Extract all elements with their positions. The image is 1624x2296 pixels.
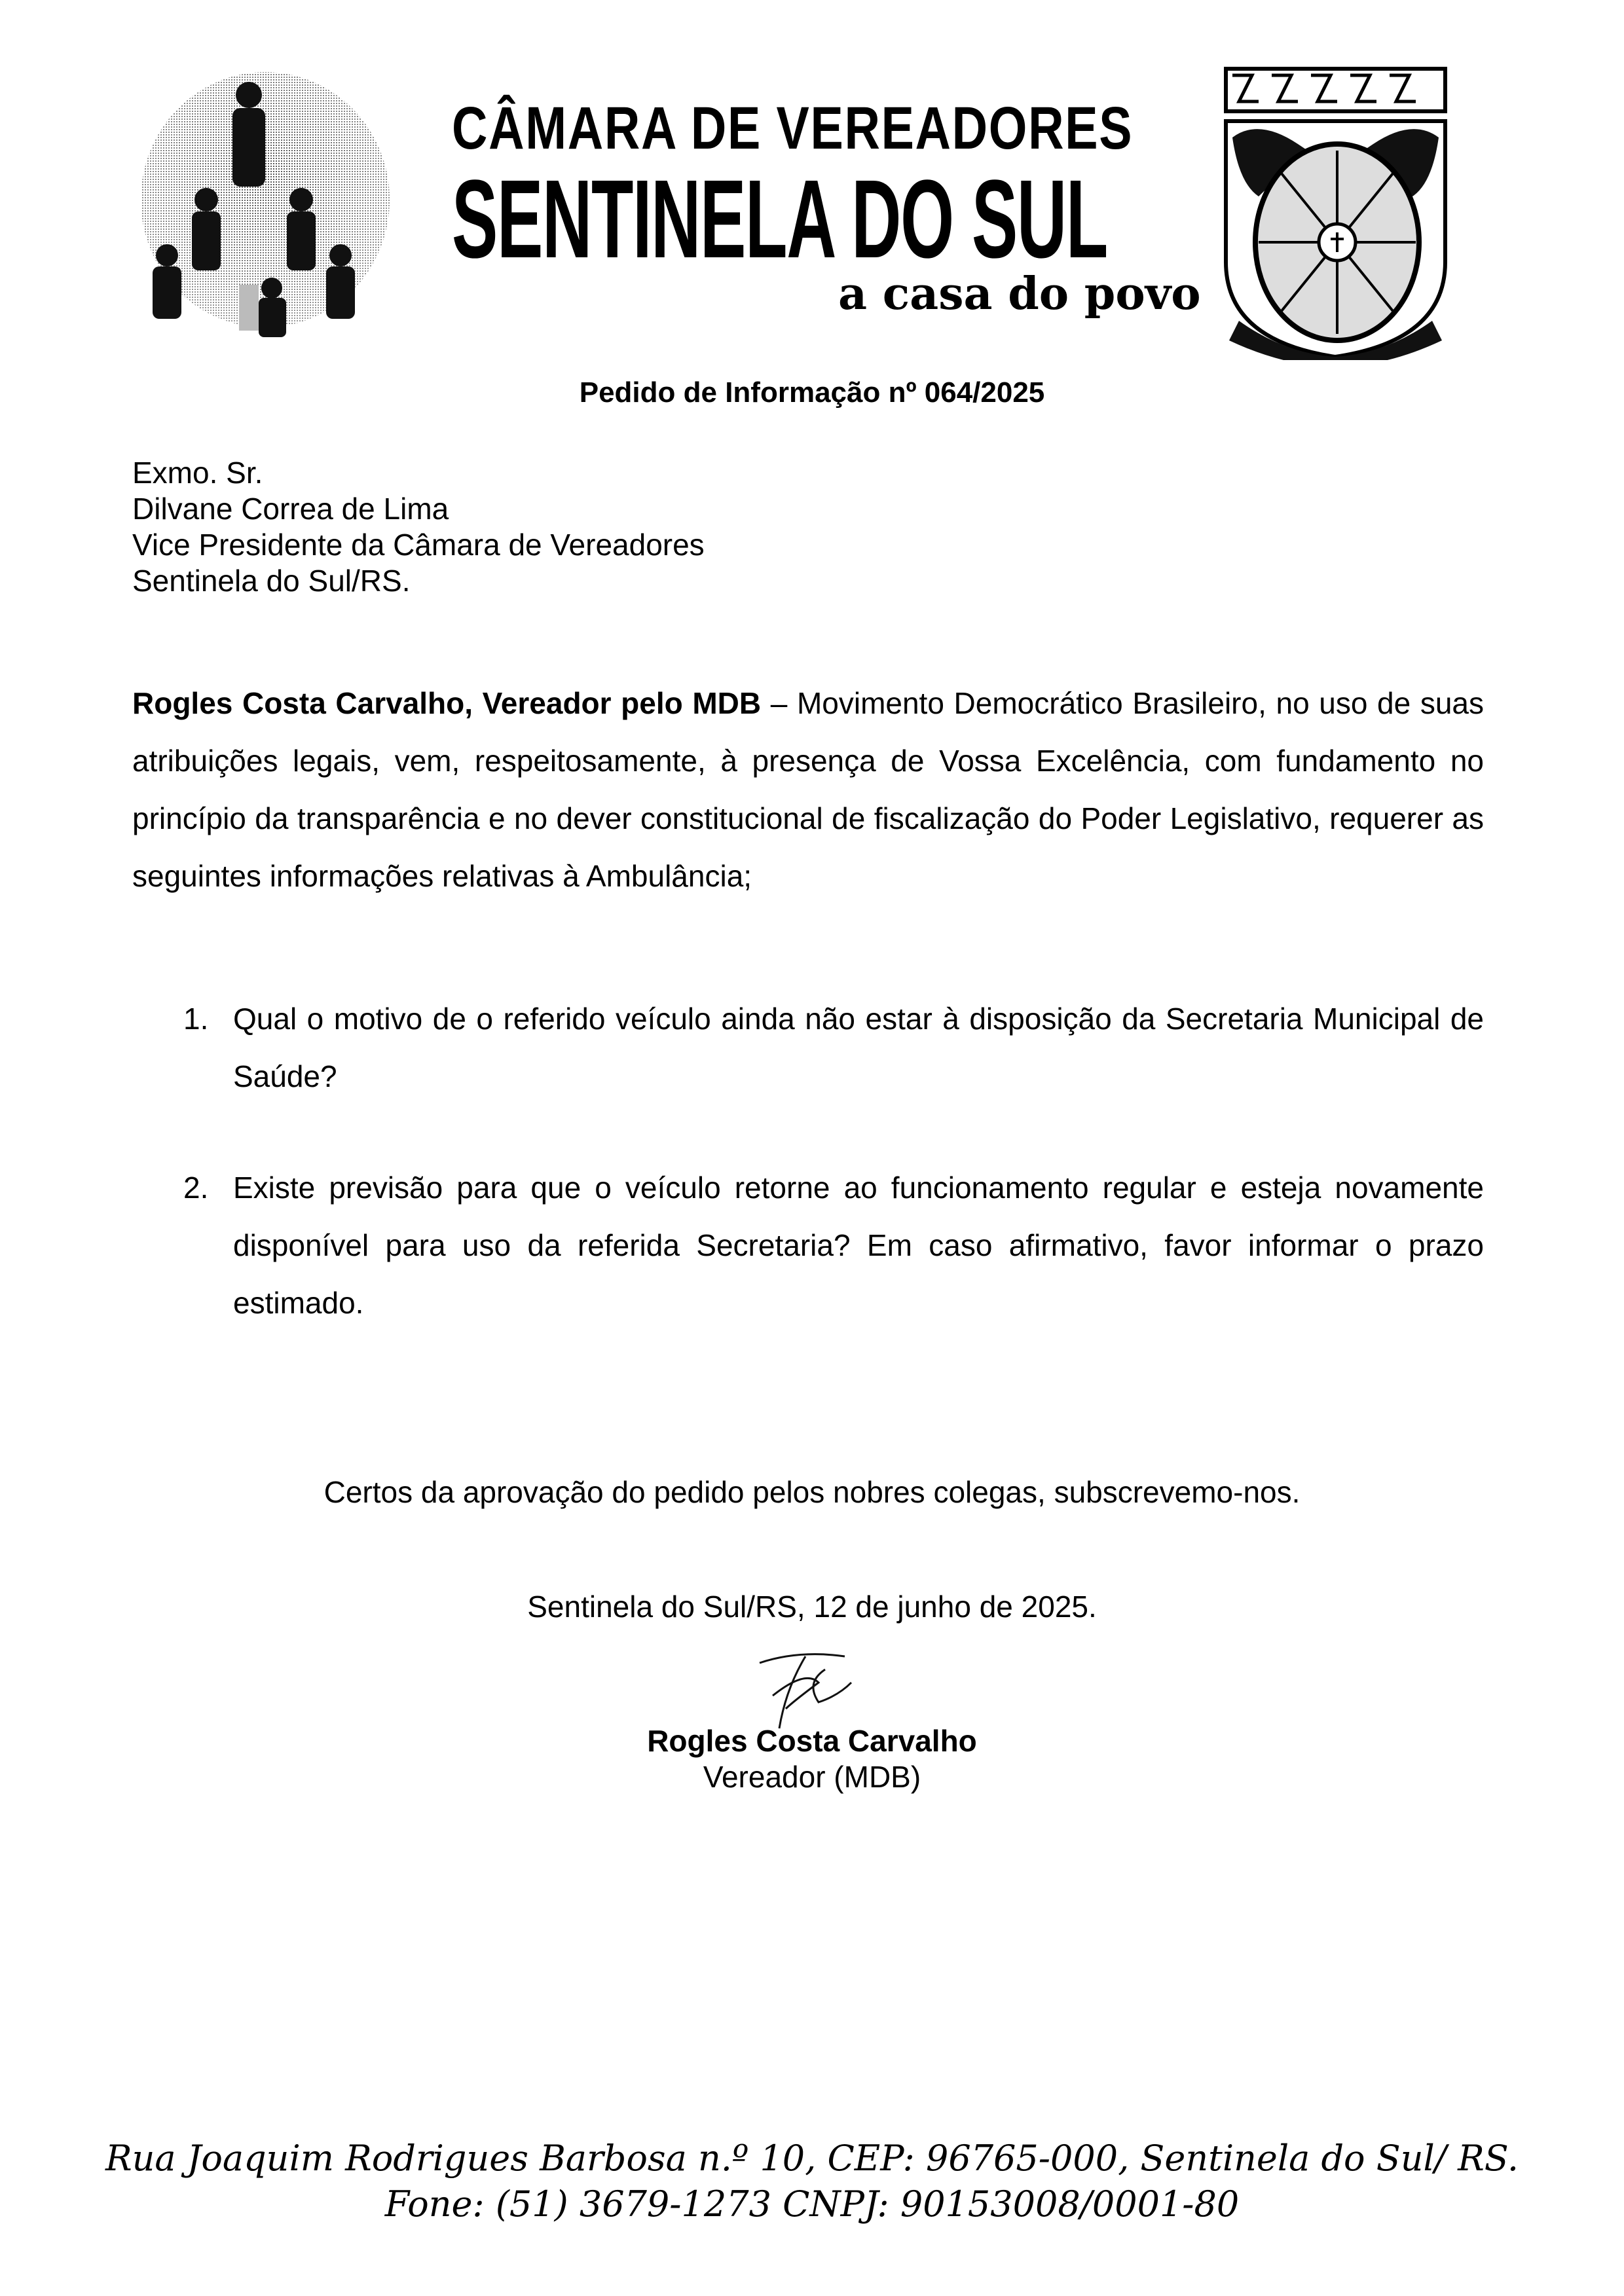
closing-text: Certos da aprovação do pedido pelos nobres colegas, subscrevemo-nos. — [323, 1475, 1301, 1509]
footer — [0, 2136, 1624, 2227]
recipient-line: Vice Presidente da Câmara de Vereadores — [132, 528, 705, 562]
question-item — [183, 990, 1484, 1105]
chamber-logo — [134, 69, 396, 337]
question-item — [183, 1159, 1484, 1332]
signer-name: Rogles Costa Carvalho — [647, 1724, 977, 1758]
intro-text: – Movimento Democrático Brasileiro, no uso de suas atribuições legais, vem, respeitosamente, à presença de Vossa Excelência, com fundamento no princípio da transparência e no dever constitucional de fiscalização do Poder Legislativo, requerer as seguintes informações relativas à Ambulância; — [132, 686, 1485, 893]
letterhead-tagline: a casa do povo — [838, 268, 1201, 320]
recipient-block — [132, 455, 705, 599]
question-text: Qual o motivo de o referido veículo ainda não estar à disposição da Secretaria Municipal de Saúde? — [233, 1002, 1484, 1093]
recipient-line: Sentinela do Sul/RS. — [132, 564, 411, 598]
intro-author: Rogles Costa Carvalho, Vereador pelo MDB — [132, 686, 762, 720]
recipient-line: Exmo. Sr. — [132, 456, 263, 490]
signer-role: Vereador (MDB) — [703, 1760, 921, 1794]
letterhead-line1: CÂMARA DE VEREADORES — [452, 95, 1134, 162]
question-number: 1. — [183, 1002, 209, 1036]
question-number: 2. — [183, 1171, 209, 1205]
municipal-crest — [1219, 65, 1452, 360]
footer-address: Rua Joaquim Rodrigues Barbosa n.º 10, CEP: 96765-000, Sentinela do Sul/ RS. — [105, 2138, 1519, 2179]
document-title: Pedido de Informação nº 064/2025 — [579, 376, 1045, 409]
question-text: Existe previsão para que o veículo retorne ao funcionamento regular e esteja novamente disponível para uso da referida Secretaria? Em caso afirmativo, favor informar o prazo estimado. — [233, 1171, 1484, 1320]
footer-contact: Fone: (51) 3679-1273 CNPJ: 90153008/0001-80 — [384, 2183, 1240, 2225]
recipient-line: Dilvane Correa de Lima — [132, 492, 449, 526]
intro-paragraph — [132, 674, 1484, 905]
letterhead-line2: SENTINELA DO SUL — [452, 157, 1108, 282]
date-line: Sentinela do Sul/RS, 12 de junho de 2025. — [527, 1590, 1097, 1624]
